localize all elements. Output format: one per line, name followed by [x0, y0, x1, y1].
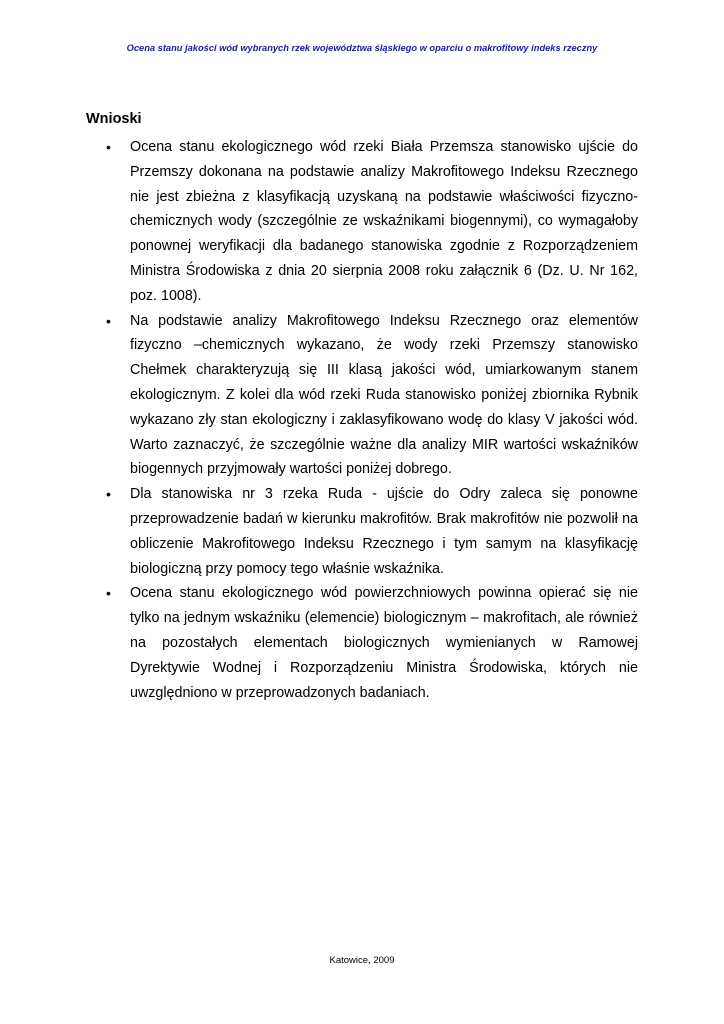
bullet-icon: •: [106, 312, 111, 329]
list-item: [86, 482, 638, 581]
list-item-text: Ocena stanu ekologicznego wód rzeki Biała Przemsza stanowisko ujście do Przemszy dokonana na podstawie analizy Makrofitowego Indeksu Rzecznego nie jest zbieżna z klasyfikacją uzyskaną na podstawie właściwości fizyczno-chemicznych wody (szczególnie ze wskaźnikami biogennymi), co wymagałoby ponownej weryfikacji dla badanego stanowiska zgodnie z Rozporządzeniem Ministra Środowiska z dnia 20 sierpnia 2008 roku załącznik 6 (Dz. U. Nr 162, poz. 1008).: [130, 139, 638, 304]
page-footer: Katowice, 2009: [329, 955, 395, 966]
list-item-text: Ocena stanu ekologicznego wód powierzchniowych powinna opierać się nie tylko na jednym wskaźniku (elemencie) biologicznym – makrofitach, ale również na pozostałych elementach biologicznych wymienianych w Ramowej Dyrektywie Wodnej i Rozporządzeniu Ministra Środowiska, których nie uwzględniono w przeprowadzonych badaniach.: [130, 585, 638, 701]
list-item: [86, 135, 638, 309]
conclusions-list: [86, 135, 638, 705]
list-item-text: Dla stanowiska nr 3 rzeka Ruda - ujście do Odry zaleca się ponowne przeprowadzenie badań w kierunku makrofitów. Brak makrofitów nie pozwolił na obliczenie Makrofitowego Indeksu Rzecznego i tym samym na klasyfikację biologiczną przy pomocy tego właśnie wskaźnika.: [130, 486, 638, 577]
list-item: [86, 581, 638, 705]
section-title: Wnioski: [86, 111, 142, 127]
bullet-icon: •: [106, 139, 111, 155]
running-header: Ocena stanu jakości wód wybranych rzek województwa śląskiego w oparciu o makrofitowy indeks rzeczny: [126, 43, 598, 53]
list-item-text: Na podstawie analizy Makrofitowego Indeksu Rzecznego oraz elementów fizyczno –chemicznych wykazano, że wody rzeki Przemszy stanowisko Chełmek charakteryzują się III klasą jakości wód, umiarkowanym stanem ekologicznym. Z kolei dla wód rzeki Ruda stanowisko poniżej zbiornika Rybnik wykazano zły stan ekologiczny i zaklasyfikowano wodę do klasy V jakości wód. Warto zaznaczyć, że szczególnie ważne dla analizy MIR wartości wskaźników biogennych przyjmowały wartości poniżej dobrego.: [130, 312, 638, 478]
bullet-icon: •: [106, 486, 111, 503]
list-item: [86, 309, 638, 483]
bullet-icon: •: [106, 585, 111, 602]
